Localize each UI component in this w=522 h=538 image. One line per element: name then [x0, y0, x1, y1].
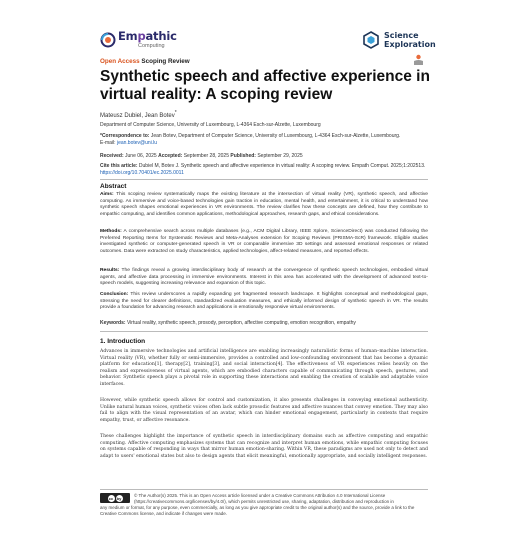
- authors: [100, 110, 177, 119]
- cc-icon: cc: [108, 495, 114, 501]
- license-text-continued: any medium or format, for any purpose, even commercially, as long as you give appropriate credit to the original author(s) and the source, provide a link to the Creative Commons license, and indicate if changes were made.: [100, 505, 415, 516]
- results-label: Results:: [100, 268, 120, 273]
- abstract-results: [100, 268, 428, 288]
- by-icon: by: [116, 495, 122, 501]
- journal-name: Empathic: [118, 29, 177, 43]
- results-text: The findings reveal a growing interdisciplinary body of research at the convergence of synthetic speech technologies, embodied virtual agents, and affective data processing in immersive environments. Interest in this area has accelerated with the development of advanced text-to-speech models, suggesting increasing relevance and expansion of this topic.: [100, 268, 429, 287]
- abstract-aims: [100, 192, 428, 218]
- journal-logo: [100, 31, 177, 49]
- abstract-methods: [100, 229, 428, 255]
- methods-text: A comprehensive search across multiple databases (e.g., ACM Digital Library, IEEE Xplore, ScienceDirect) was conducted following the Preferred Reporting Items for Systematic Reviews and Meta-Analyses extension for Scoping Reviews (PRISMA-ScR) framework. Eligible studies investigated synthetic or computer-generated speech in VR or comparable immersive 3D settings and assessed emotional responses or related outcomes. Data were extracted on study characteristics, applied technologies, affect-related measures, and reported effects.: [100, 229, 428, 254]
- abstract-conclusion: [100, 292, 428, 312]
- corresponding-author-mark: *: [174, 110, 177, 116]
- publisher-logo-icon: [362, 31, 380, 49]
- aims-label: Aims:: [100, 192, 114, 197]
- keywords: [100, 320, 428, 326]
- publication-dates: [100, 153, 303, 159]
- cite-text: Dubiel M, Botev J. Synthetic speech and affective experience in virtual reality: A scoping review. Empath Comput. 2025;1:202513.: [138, 163, 426, 169]
- journal-logo-icon: [100, 32, 116, 48]
- received-date: June 06, 2025: [125, 153, 157, 159]
- methods-label: Methods:: [100, 229, 122, 234]
- email-label: E-mail:: [100, 140, 116, 146]
- keywords-text: Virtual reality, synthetic speech, prosody, perception, affective computing, emotion recognition, empathy: [126, 320, 356, 326]
- email-link[interactable]: jean.botev@uni.lu: [116, 140, 158, 146]
- affiliation: Department of Computer Science, University of Luxembourg, L-4364 Esch-sur-Alzette, Luxembourg: [100, 122, 321, 128]
- article-type: Scoping Review: [141, 58, 190, 65]
- correspondence-label: *Correspondence to:: [100, 133, 150, 139]
- journal-subtitle: Computing: [138, 42, 165, 49]
- divider: [100, 489, 428, 490]
- correspondence: [100, 133, 428, 147]
- license-text: © The Author(s) 2025. This is an Open Access article licensed under a Creative Commons Attribution 4.0 International License (https://creativecommons.org/licenses/by/4.0/), which permits unrestricted use, sharing, adaptation, distribution and reproduction in: [134, 493, 394, 504]
- cc-license-icon[interactable]: [100, 493, 130, 503]
- divider: [100, 331, 428, 332]
- accepted-label: Accepted:: [158, 153, 183, 159]
- divider: [100, 179, 428, 180]
- reader-icon[interactable]: [413, 54, 424, 66]
- abstract-heading: Abstract: [100, 183, 127, 190]
- keywords-label: Keywords:: [100, 320, 126, 326]
- author-names: Mateusz Dubiel, Jean Botev: [100, 113, 175, 119]
- accepted-date: September 28, 2025: [183, 153, 229, 159]
- publisher-name-line1: Science: [384, 31, 419, 40]
- conclusion-text: This review underscores a rapidly expanding yet fragmented research landscape. It highlights conceptual and methodological gaps, stressing the need for clearer definitions, standardized evaluation measures, and ethically informed design of synthetic speech in VR. The results provide a foundation for advancing research and applications in emotionally responsive virtual environments.: [100, 292, 428, 311]
- aims-text: This scoping review systematically maps the existing literature at the intersection of virtual reality (VR), synthetic speech, and affective computing. As immersive and voice-based technologies gain traction in education, mental health, and entertainment, it is critical to understand how synthetic speech shapes emotional experiences in VR environments. The review clarifies how these concepts are defined, how they contribute to empathic computing, and identifies common applications, methodological approaches, research gaps, and ethical considerations.: [100, 192, 428, 217]
- article-title: Synthetic speech and affective experience in virtual reality: A scoping review: [100, 68, 430, 103]
- intro-paragraph-2: However, while synthetic speech allows for control and customization, it also presents challenges in conveying emotional authenticity. Unlike natural human voices, synthetic voices often lack subtle prosodic features and affective nuances that convey emotion. They may also fail to align with the visual representation of an avatar, which can hinder emotional engagement, particularly in contexts that require empathy, trust, or affective resonance.: [100, 398, 428, 423]
- published-label: Published:: [230, 153, 256, 159]
- publisher-logo: [362, 31, 436, 49]
- correspondence-text: Jean Botev, Department of Computer Science, University of Luxembourg, L-4364 Esch-sur-Alzette, Luxembourg.: [150, 133, 401, 139]
- intro-paragraph-3: These challenges highlight the importance of synthetic speech in interdisciplinary domains such as affective computing and empathic computing. Affective computing emphasizes systems that can recognize and interpret human emotions, while empathic computing focuses on systems capable of responding in ways that mirror human emotion-sharing. Within VR, these paradigms are used not only to detect and adapt to users' emotional states but also to design agents that elicit meaningful, emotionally appropriate, and socially intelligent responses.: [100, 434, 428, 459]
- section-heading: 1. Introduction: [100, 338, 146, 345]
- published-date: September 29, 2025: [257, 153, 303, 159]
- citation: [100, 163, 428, 177]
- conclusion-label: Conclusion:: [100, 292, 129, 297]
- open-access-label: Open Access: [100, 58, 140, 65]
- intro-paragraph-1: Advances in immersive technologies and artificial intelligence are enabling increasingly naturalistic forms of human–machine interaction. Virtual reality (VR), whether fully or semi-immersive, provides a controlled and low-confounding environment that has become a dynamic platform for education[1], therapy[2], training[3], and social interaction[4]. The effectiveness of VR experiences relies heavily on the realism and expressiveness of virtual agents, which are embodied characters capable of communicating through speech, gestures, and behavior. Synthetic speech plays a pivotal role in supporting these interactions and enabling the creation of scalable and adaptable voice interfaces.: [100, 349, 428, 387]
- publisher-name-line2: Exploration: [384, 40, 436, 49]
- doi-link[interactable]: https://doi.org/10.70401/ec.2025.0011: [100, 170, 184, 176]
- cite-label: Cite this article:: [100, 163, 138, 169]
- received-label: Received:: [100, 153, 124, 159]
- article-type-label: [100, 58, 190, 65]
